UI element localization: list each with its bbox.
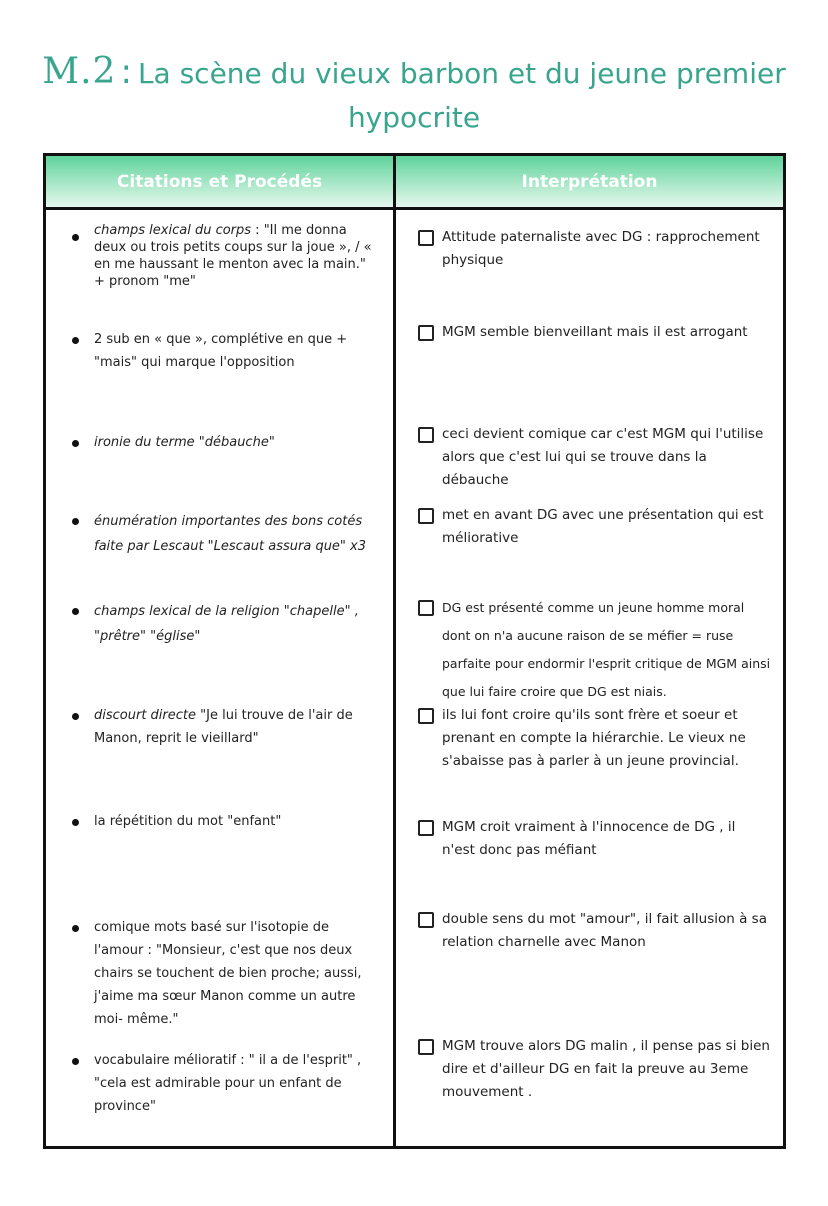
citation-3-lead: ironie du terme "débauche" bbox=[94, 435, 275, 450]
bullet-icon bbox=[72, 518, 79, 525]
interpretation-9-text: MGM trouve alors DG malin , il pense pas si bien dire et d'ailleur DG en fait la preuve au 3eme mouvement . bbox=[442, 1038, 770, 1100]
citation-6-lead: discourt directe bbox=[94, 708, 197, 723]
citation-9-rest: vocabulaire mélioratif : " il a de l'esprit" , "cela est admirable pour un enfant de province" bbox=[94, 1053, 362, 1114]
interpretation-4-text: met en avant DG avec une présentation qui est méliorative bbox=[442, 507, 764, 546]
analysis-table bbox=[43, 153, 786, 1149]
citation-8-rest: comique mots basé sur l'isotopie de l'amour : "Monsieur, c'est que nos deux chairs se touchent de bien proche; aussi, j'aime ma sœur Manon comme un autre moi- même." bbox=[94, 920, 362, 1027]
citation-4-lead: énumération importantes des bons cotés faite par Lescaut "Lescaut assura que" x3 bbox=[94, 514, 367, 554]
checkbox-icon[interactable] bbox=[418, 230, 434, 246]
bullet-icon bbox=[72, 1058, 79, 1065]
citation-7 bbox=[94, 810, 374, 833]
checkbox-icon[interactable] bbox=[418, 508, 434, 524]
interpretation-1 bbox=[442, 226, 772, 272]
bullet-icon bbox=[72, 925, 79, 932]
checkbox-icon[interactable] bbox=[418, 600, 434, 616]
citation-3 bbox=[94, 431, 374, 454]
interpretation-3-text: ceci devient comique car c'est MGM qui l'utilise alors que c'est lui qui se trouve dans la débauche bbox=[442, 426, 764, 488]
checkbox-icon[interactable] bbox=[418, 912, 434, 928]
interpretation-4 bbox=[442, 504, 772, 550]
title-code: M.2 bbox=[42, 51, 117, 92]
interpretation-7 bbox=[442, 816, 772, 862]
citation-2 bbox=[94, 328, 374, 374]
citation-6 bbox=[94, 704, 374, 750]
interpretation-1-text: Attitude paternaliste avec DG : rapprochement physique bbox=[442, 229, 760, 268]
interpretation-5-text: DG est présenté comme un jeune homme moral dont on n'a aucune raison de se méfier = ruse parfaite pour endormir l'esprit critique de MGM ainsi que lui faire croire que DG est niais. bbox=[442, 600, 771, 699]
citation-8 bbox=[94, 916, 374, 1031]
bullet-icon bbox=[72, 819, 79, 826]
citation-5-lead: champs lexical de la religion "chapelle" , "prêtre" "église" bbox=[94, 604, 359, 644]
bullet-icon bbox=[72, 608, 79, 615]
interpretation-5 bbox=[442, 594, 772, 706]
bullet-icon bbox=[72, 440, 79, 447]
citation-2-rest: 2 sub en « que », complétive en que + "mais" qui marque l'opposition bbox=[94, 332, 348, 370]
title-line-1 bbox=[0, 50, 828, 96]
bullet-icon bbox=[72, 713, 79, 720]
citation-7-rest: la répétition du mot "enfant" bbox=[94, 814, 282, 829]
interpretation-8-text: double sens du mot "amour", il fait allusion à sa relation charnelle avec Manon bbox=[442, 911, 767, 950]
interpretation-3 bbox=[442, 423, 772, 492]
checkbox-icon[interactable] bbox=[418, 427, 434, 443]
citation-9 bbox=[94, 1049, 374, 1118]
citation-6-rest: "Je lui trouve de l'air de Manon, reprit le vieillard" bbox=[94, 708, 353, 746]
header-interpretation: Interprétation bbox=[396, 156, 783, 210]
checkbox-icon[interactable] bbox=[418, 708, 434, 724]
citation-1-lead: champs lexical du corps bbox=[94, 223, 252, 238]
title-line-2: hypocrite bbox=[347, 101, 481, 134]
interpretation-2-text: MGM semble bienveillant mais il est arrogant bbox=[442, 324, 748, 340]
bullet-icon bbox=[72, 337, 79, 344]
interpretation-6-text: ils lui font croire qu'ils sont frère et soeur et prenant en compte la hiérarchie. Le vieux ne s'abaisse pas à parler à un jeune provincial. bbox=[442, 707, 746, 769]
page-title bbox=[0, 50, 828, 140]
citation-5 bbox=[94, 599, 374, 649]
interpretation-2 bbox=[442, 321, 772, 344]
header-citations: Citations et Procédés bbox=[46, 156, 393, 210]
bullet-icon bbox=[72, 234, 79, 241]
citation-1 bbox=[94, 222, 374, 290]
column-divider bbox=[393, 156, 396, 1146]
citation-1-rest: : "Il me donna deux ou trois petits coups sur la joue », / « en me haussant le menton avec la main." + pronom "me" bbox=[94, 223, 372, 289]
interpretation-9 bbox=[442, 1035, 772, 1104]
citation-4 bbox=[94, 509, 374, 559]
checkbox-icon[interactable] bbox=[418, 325, 434, 341]
checkbox-icon[interactable] bbox=[418, 1039, 434, 1055]
interpretation-7-text: MGM croit vraiment à l'innocence de DG , il n'est donc pas méfiant bbox=[442, 819, 736, 858]
interpretation-6 bbox=[442, 704, 772, 773]
interpretation-8 bbox=[442, 908, 772, 954]
title-text: La scène du vieux barbon et du jeune premier bbox=[137, 57, 786, 90]
checkbox-icon[interactable] bbox=[418, 820, 434, 836]
title-separator: : bbox=[120, 52, 132, 92]
